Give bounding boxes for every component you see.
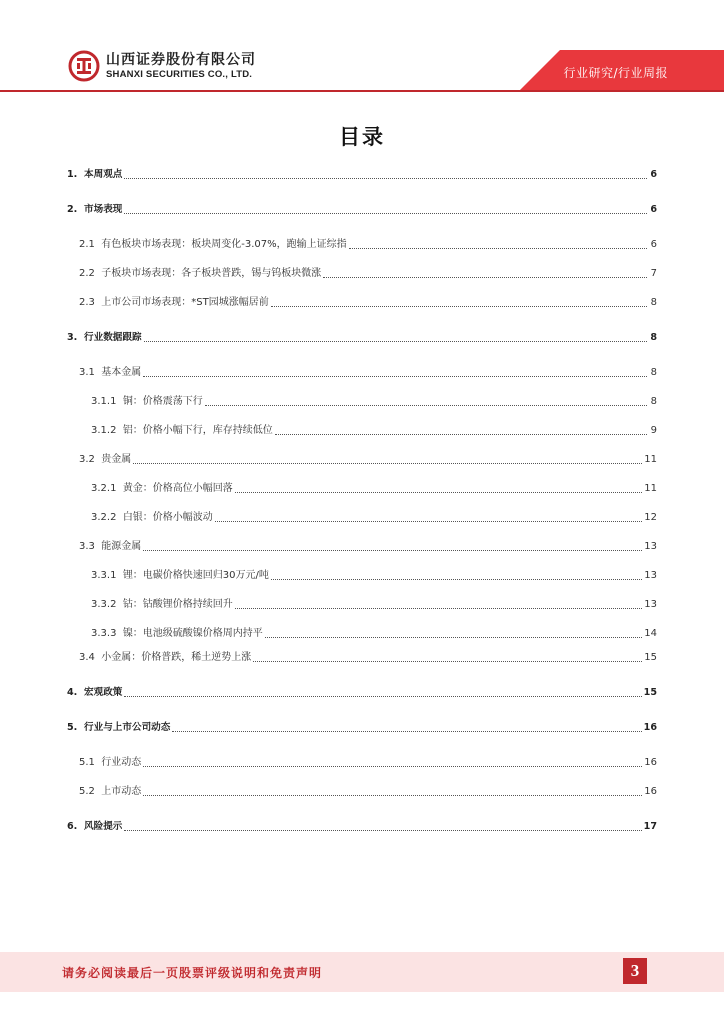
toc-entry[interactable] xyxy=(91,569,657,583)
company-name-cn: 山西证券股份有限公司 xyxy=(106,51,256,68)
toc-entry-title: 黄金：价格高位小幅回落 xyxy=(122,483,233,494)
toc-entry-page: 6 xyxy=(650,169,657,180)
toc-leader-dots xyxy=(265,627,642,638)
toc-entry-number: 3.3 xyxy=(79,541,95,552)
toc-entry-title: 铝：价格小幅下行，库存持续低位 xyxy=(122,425,273,436)
toc-entry-page: 8 xyxy=(650,367,657,378)
toc-entry-page: 7 xyxy=(650,268,657,279)
report-category: 行业研究/行业周报 xyxy=(563,66,668,80)
toc-entry[interactable] xyxy=(67,820,657,834)
toc-entry-number: 1. xyxy=(67,169,78,180)
toc-entry-page: 17 xyxy=(643,821,657,832)
toc-leader-dots xyxy=(271,569,642,580)
toc-leader-dots xyxy=(144,331,647,342)
toc-entry-number: 3.4 xyxy=(79,652,95,663)
toc-entry-number: 4. xyxy=(67,687,78,698)
toc-entry-title: 贵金属 xyxy=(101,454,132,465)
toc-leader-dots xyxy=(124,820,641,831)
toc-entry-spacer xyxy=(77,331,84,345)
toc-entry-page: 11 xyxy=(644,483,657,494)
toc-entry-title: 有色板块市场表现：板块周变化-3.07%，跑输上证综指 xyxy=(101,239,347,250)
toc-leader-dots xyxy=(143,366,647,377)
toc-entry-number: 2. xyxy=(67,204,78,215)
toc-entry-page: 13 xyxy=(644,570,657,581)
toc-entry-page: 15 xyxy=(643,687,657,698)
toc-entry-number: 3.3.3 xyxy=(91,628,117,639)
toc-entry-page: 15 xyxy=(644,652,657,663)
toc-entry[interactable] xyxy=(67,331,657,345)
toc-entry-number: 3.3.2 xyxy=(91,599,117,610)
toc-entry[interactable] xyxy=(67,686,657,700)
toc-leader-dots xyxy=(323,267,647,278)
toc-entry[interactable] xyxy=(79,756,657,770)
toc-entry-page: 12 xyxy=(644,512,657,523)
toc-entry-number: 3.2.1 xyxy=(91,483,117,494)
toc-leader-dots xyxy=(124,203,647,214)
toc-leader-dots xyxy=(235,598,642,609)
company-name-en: SHANXI SECURITIES CO., LTD. xyxy=(106,68,253,80)
toc-entry-title: 铜：价格震荡下行 xyxy=(122,396,203,407)
toc-entry-title: 基本金属 xyxy=(101,367,142,378)
toc-entry-title: 白银：价格小幅波动 xyxy=(122,512,213,523)
toc-entry-title: 本周观点 xyxy=(84,169,123,180)
toc-leader-dots xyxy=(143,785,642,796)
toc-entry-title: 行业与上市公司动态 xyxy=(84,722,171,733)
toc-entry-title: 风险提示 xyxy=(84,821,123,832)
toc-entry[interactable] xyxy=(79,540,657,554)
toc-entry-number: 6. xyxy=(67,821,78,832)
toc-entry[interactable] xyxy=(67,721,657,735)
toc-entry-page: 9 xyxy=(650,425,657,436)
toc-entry-page: 11 xyxy=(644,454,657,465)
toc-entry-page: 13 xyxy=(644,541,657,552)
toc-entry-title: 宏观政策 xyxy=(84,687,123,698)
toc-entry-number: 3.1.2 xyxy=(91,425,117,436)
toc-entry-page: 8 xyxy=(650,396,657,407)
toc-entry[interactable] xyxy=(67,168,657,182)
toc-entry[interactable] xyxy=(91,395,657,409)
toc-entry-title: 行业动态 xyxy=(101,757,142,768)
toc-entry-page: 16 xyxy=(644,757,657,768)
page-number: 3 xyxy=(623,958,647,984)
toc-entry-number: 3.2.2 xyxy=(91,512,117,523)
toc-entry-spacer xyxy=(77,168,84,182)
toc-leader-dots xyxy=(143,540,642,551)
toc-entry-page: 6 xyxy=(650,239,657,250)
toc-entry[interactable] xyxy=(79,267,657,281)
toc-entry-spacer xyxy=(77,721,84,735)
toc-entry-page: 16 xyxy=(643,722,657,733)
toc-entry-title: 锂：电碳价格快速回归30万元/吨 xyxy=(122,570,269,581)
toc-entry-number: 5.1 xyxy=(79,757,95,768)
page-footer xyxy=(0,952,724,992)
toc-leader-dots xyxy=(124,168,647,179)
toc-entry-spacer xyxy=(77,820,84,834)
toc-entry-page: 13 xyxy=(644,599,657,610)
toc-entry-number: 5.2 xyxy=(79,786,95,797)
toc-leader-dots xyxy=(275,424,647,435)
toc-leader-dots xyxy=(124,686,641,697)
toc-entry-page: 8 xyxy=(650,332,657,343)
page-title: 目录 xyxy=(339,125,385,149)
toc-leader-dots xyxy=(235,482,642,493)
toc-entry-page: 16 xyxy=(644,786,657,797)
toc-entry-title: 市场表现 xyxy=(84,204,123,215)
toc-entry-number: 3.3.1 xyxy=(91,570,117,581)
toc-entry-page: 8 xyxy=(650,297,657,308)
toc-entry-spacer xyxy=(77,686,84,700)
toc-entry[interactable] xyxy=(79,785,657,799)
toc-entry-title: 上市动态 xyxy=(101,786,142,797)
toc-entry-number: 3.2 xyxy=(79,454,95,465)
toc-entry[interactable] xyxy=(79,238,657,252)
toc-leader-dots xyxy=(253,651,642,662)
toc-entry[interactable] xyxy=(91,627,657,641)
toc-leader-dots xyxy=(271,296,647,307)
toc-entry[interactable] xyxy=(79,296,657,310)
toc-entry[interactable] xyxy=(91,482,657,496)
toc-leader-dots xyxy=(143,756,642,767)
toc-entry-title: 小金属：价格普跌，稀土逆势上涨 xyxy=(101,652,252,663)
toc-leader-dots xyxy=(172,721,641,732)
toc-entry-number: 2.1 xyxy=(79,239,95,250)
toc-entry-page: 14 xyxy=(644,628,657,639)
toc-entry-title: 行业数据跟踪 xyxy=(84,332,142,343)
toc-entry-title: 钴：钴酸锂价格持续回升 xyxy=(122,599,233,610)
toc-entry-number: 2.3 xyxy=(79,297,95,308)
toc-entry[interactable] xyxy=(91,511,657,525)
toc-entry[interactable] xyxy=(91,598,657,612)
toc-entry-number: 3. xyxy=(67,332,78,343)
toc-entry-number: 3.1.1 xyxy=(91,396,117,407)
toc-entry-page: 6 xyxy=(650,204,657,215)
toc-entry[interactable] xyxy=(79,366,657,380)
toc-leader-dots xyxy=(215,511,642,522)
toc-entry-title: 镍：电池级硫酸镍价格周内持平 xyxy=(122,628,263,639)
toc-leader-dots xyxy=(349,238,647,249)
toc-entry[interactable] xyxy=(79,651,657,665)
toc-entry-number: 2.2 xyxy=(79,268,95,279)
toc-entry-spacer xyxy=(77,203,84,217)
toc-entry-title: 子板块市场表现：各子板块普跌，锡与钨板块微涨 xyxy=(101,268,322,279)
toc-entry-title: 上市公司市场表现：*ST园城涨幅居前 xyxy=(101,297,269,308)
toc-entry-number: 5. xyxy=(67,722,78,733)
toc-leader-dots xyxy=(133,453,642,464)
toc-entry-number: 3.1 xyxy=(79,367,95,378)
toc-entry[interactable] xyxy=(91,424,657,438)
toc-leader-dots xyxy=(205,395,647,406)
toc-entry[interactable] xyxy=(67,203,657,217)
footer-disclaimer: 请务必阅读最后一页股票评级说明和免责声明 xyxy=(62,966,323,980)
toc-entry-title: 能源金属 xyxy=(101,541,142,552)
toc-entry[interactable] xyxy=(79,453,657,467)
